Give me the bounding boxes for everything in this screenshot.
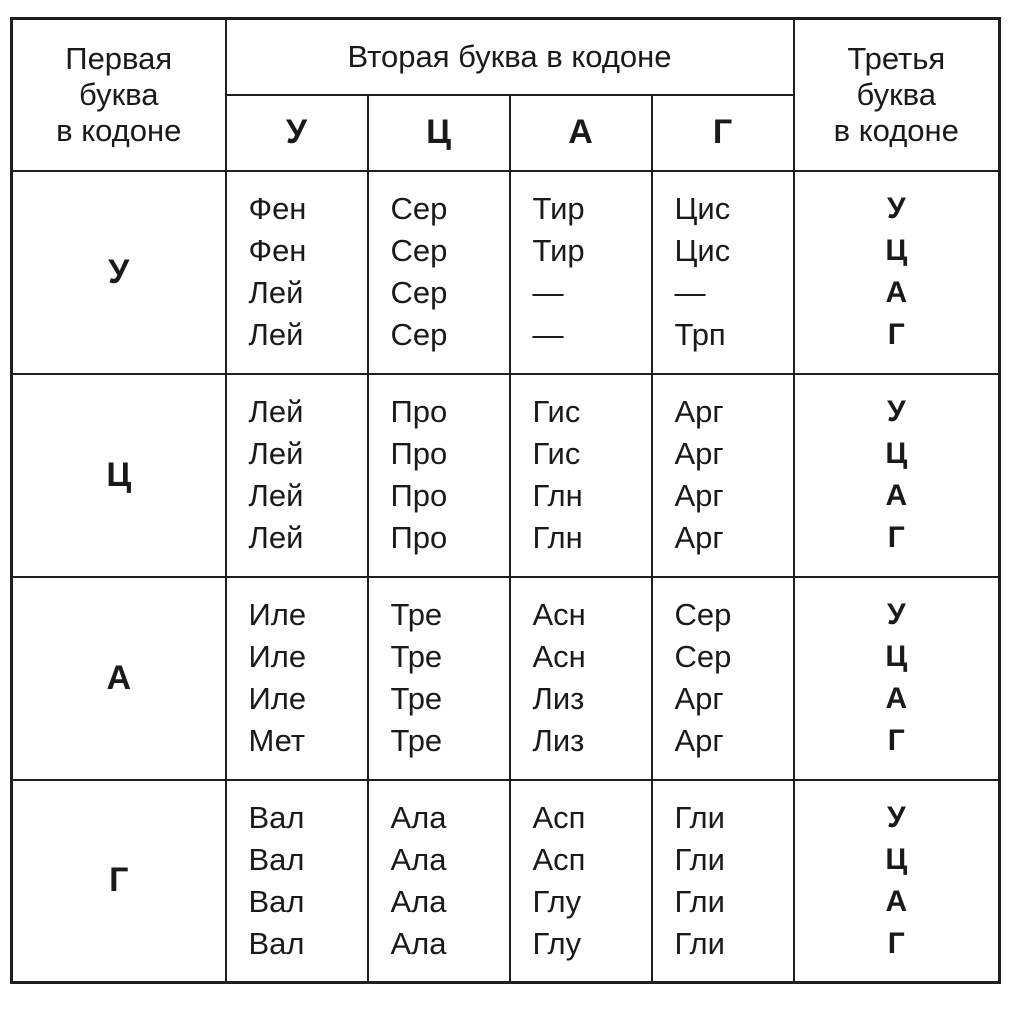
third-letter: А xyxy=(885,884,908,918)
amino-acid: Сер xyxy=(390,233,448,268)
amino-acid: Про xyxy=(390,478,448,513)
second-letter-header: Вторая буква в кодоне xyxy=(226,19,794,95)
amino-acid: Мет xyxy=(248,723,306,758)
amino-acid-cell-g xyxy=(652,577,794,780)
amino-acid: Тир xyxy=(532,233,585,268)
amino-acid: Вал xyxy=(248,841,305,877)
amino-acid: Гли xyxy=(674,883,725,919)
amino-acid: Иле xyxy=(248,681,307,716)
amino-acid: Асп xyxy=(532,841,586,877)
amino-acid: Сер xyxy=(390,275,448,310)
amino-acid-cell-a xyxy=(510,374,652,577)
amino-acid: Лей xyxy=(248,275,304,310)
amino-acid: Гис xyxy=(532,436,581,471)
amino-acid: Лей xyxy=(248,317,304,352)
amino-acid: Глн xyxy=(532,478,583,513)
third-letter: У xyxy=(886,800,906,834)
amino-acid: Тре xyxy=(390,597,443,632)
amino-acid-cell-g xyxy=(652,374,794,577)
amino-acid: Лей xyxy=(248,520,304,555)
amino-acid: Ала xyxy=(390,925,447,961)
amino-acid: Глн xyxy=(532,520,583,555)
second-letter-g: Г xyxy=(652,95,794,171)
amino-acid: Ала xyxy=(390,799,447,835)
amino-acid-cell-a xyxy=(510,577,652,780)
third-letter: Ц xyxy=(885,234,908,267)
third-letter-header: Третья буква в кодоне xyxy=(794,19,1000,171)
first-letter-cell: Ц xyxy=(12,374,226,577)
third-letter: А xyxy=(885,479,908,512)
amino-acid: Гли xyxy=(674,925,725,961)
amino-acid-cell-u xyxy=(226,780,368,983)
third-letter: Г xyxy=(887,724,905,757)
amino-acid: Арг xyxy=(674,723,724,758)
amino-acid: Арг xyxy=(674,520,724,555)
first-letter-header: Первая буква в кодоне xyxy=(12,19,226,171)
amino-acid: Сер xyxy=(390,317,448,352)
third-letter-cell xyxy=(794,577,1000,780)
amino-acid: Асп xyxy=(532,799,586,835)
amino-acid: Трп xyxy=(674,317,726,352)
amino-acid: Арг xyxy=(674,436,724,471)
first-letter-cell: Г xyxy=(12,780,226,983)
first-letter-cell: А xyxy=(12,577,226,780)
codon-table xyxy=(10,17,1001,984)
amino-acid: Сер xyxy=(390,191,448,226)
amino-acid: Про xyxy=(390,436,448,471)
amino-acid: Гис xyxy=(532,394,581,429)
amino-acid-cell-u xyxy=(226,171,368,374)
amino-acid: Гли xyxy=(674,799,725,835)
amino-acid: Гли xyxy=(674,841,725,877)
amino-acid: Тре xyxy=(390,681,443,716)
third-letter: Г xyxy=(887,926,905,960)
amino-acid: Лиз xyxy=(532,723,585,758)
third-letter: У xyxy=(886,598,906,631)
codon-group-row xyxy=(12,780,1000,983)
amino-acid-cell-g xyxy=(652,171,794,374)
third-letter: Ц xyxy=(885,437,908,470)
amino-acid: Арг xyxy=(674,478,724,513)
amino-acid: Асн xyxy=(532,639,586,674)
amino-acid: Тре xyxy=(390,639,443,674)
amino-acid: Иле xyxy=(248,597,307,632)
amino-acid: Лей xyxy=(248,436,304,471)
amino-acid-cell-c xyxy=(368,374,510,577)
amino-acid: Сер xyxy=(674,639,732,674)
amino-acid: Асн xyxy=(532,597,586,632)
amino-acid: Вал xyxy=(248,799,305,835)
amino-acid: — xyxy=(532,275,564,310)
third-letter-cell xyxy=(794,171,1000,374)
first-letter-cell: У xyxy=(12,171,226,374)
third-letter: Г xyxy=(887,521,905,554)
second-letter-u: У xyxy=(226,95,368,171)
amino-acid-cell-g xyxy=(652,780,794,983)
amino-acid: Ала xyxy=(390,883,447,919)
amino-acid: Иле xyxy=(248,639,307,674)
amino-acid: Про xyxy=(390,394,448,429)
amino-acid: Лей xyxy=(248,478,304,513)
amino-acid-cell-c xyxy=(368,171,510,374)
amino-acid: Глу xyxy=(532,925,582,961)
third-letter: А xyxy=(885,276,908,309)
amino-acid: Тре xyxy=(390,723,443,758)
codon-group-row xyxy=(12,171,1000,374)
amino-acid-cell-u xyxy=(226,577,368,780)
amino-acid: Сер xyxy=(674,597,732,632)
amino-acid: Вал xyxy=(248,883,305,919)
amino-acid: Тир xyxy=(532,191,585,226)
amino-acid: Цис xyxy=(674,191,731,226)
amino-acid: Арг xyxy=(674,681,724,716)
codon-group-row xyxy=(12,577,1000,780)
amino-acid: Фен xyxy=(248,191,307,226)
table-body xyxy=(12,171,1000,983)
third-letter: У xyxy=(886,395,906,428)
amino-acid: Вал xyxy=(248,925,305,961)
amino-acid: Глу xyxy=(532,883,582,919)
amino-acid-cell-a xyxy=(510,171,652,374)
amino-acid: Ала xyxy=(390,841,447,877)
third-letter: А xyxy=(885,682,908,715)
amino-acid-cell-c xyxy=(368,780,510,983)
amino-acid: — xyxy=(674,275,706,310)
amino-acid-cell-c xyxy=(368,577,510,780)
amino-acid: Фен xyxy=(248,233,307,268)
amino-acid: — xyxy=(532,317,564,352)
amino-acid-cell-a xyxy=(510,780,652,983)
amino-acid: Лей xyxy=(248,394,304,429)
second-letter-c: Ц xyxy=(368,95,510,171)
third-letter-cell xyxy=(794,374,1000,577)
codon-group-row xyxy=(12,374,1000,577)
second-letter-a: А xyxy=(510,95,652,171)
third-letter-cell xyxy=(794,780,1000,983)
amino-acid: Арг xyxy=(674,394,724,429)
amino-acid: Цис xyxy=(674,233,731,268)
third-letter: Г xyxy=(887,318,905,351)
third-letter: Ц xyxy=(885,842,908,876)
amino-acid: Лиз xyxy=(532,681,585,716)
third-letter: У xyxy=(886,192,906,225)
amino-acid-cell-u xyxy=(226,374,368,577)
amino-acid: Про xyxy=(390,520,448,555)
third-letter: Ц xyxy=(885,640,908,673)
